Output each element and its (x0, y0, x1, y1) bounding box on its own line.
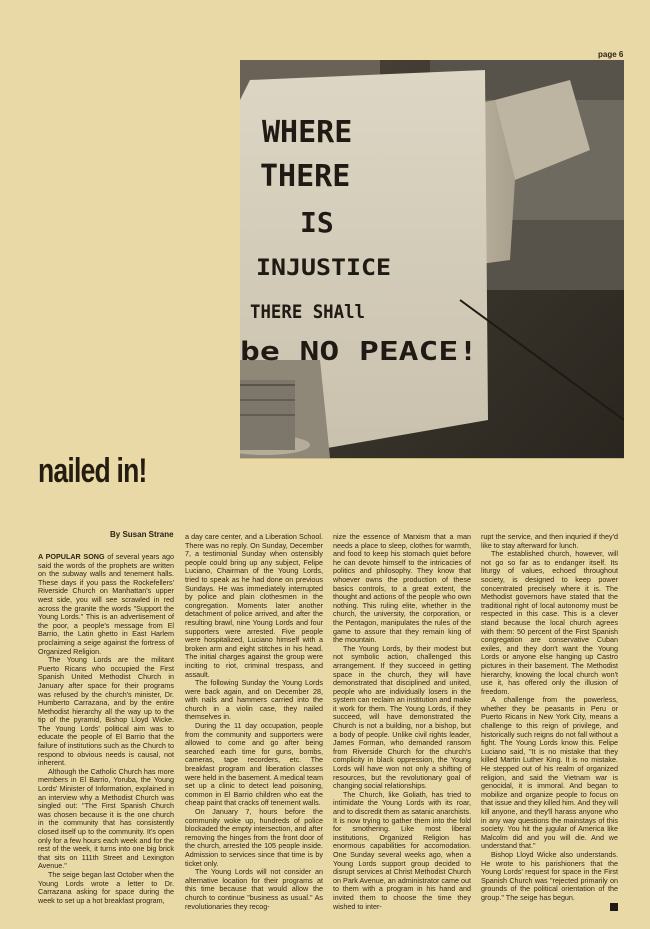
sign-line-1: WHERE (262, 115, 353, 150)
article-paragraph: rupt the service, and then inquried if they'd like to stay afterward for lunch. (481, 532, 618, 550)
article-column-4 (481, 533, 618, 911)
article-paragraph: Although the Catholic Church has more members in El Barrio, Yoruba, the Young Lords' Minister of Information, explained in an interview why a Methodist Church was singled out: "The First Spanish Church was chosen because it is the one church in the community that has consistently closed itself up to the community. It's open only for a few hours each week and for the rest of the week, it turns into one big brick that sits on 111th Street and Lexington Avenue." (38, 766, 174, 871)
article-paragraph: The following Sunday the Young Lords were back again, and on December 28, with nails and hammers carried into the church in a violin case, they nailed themselves in. (185, 678, 323, 722)
sign-line-2: THERE (260, 159, 351, 194)
article-column-3 (333, 533, 471, 911)
article-paragraph: The seige began last October when the Young Lords wrote a letter to Dr. Carrazana asking for space during the week to set up a hot breakfast program, (38, 869, 174, 905)
article-paragraph: On January 7, hours before the community woke up, hundreds of police blockaded the empty intersection, and after removing the hinges from the front door of the church, arrested the 105 people inside. Admission to services since that time is by ticket only. (185, 807, 323, 868)
paragraph-text: of several years ago said the words of the prophets are written on the subway walls and tenement halls. These days if you pass the Rockefellers' Riverside Church on Manhattan's upper west side, you will see scrawled in red across the granite the words "Support the Young Lords." This is an advertisement of the poor, a people's message from El Barrio, the Latin ghetto in East Harlem proclaiming a seige against the fortress of Organized Religion. (38, 552, 174, 656)
article-column-2 (185, 533, 323, 911)
article-paragraph: The established church, however, will not go so far as to endanger itself. Its liturgy of values, echoed throughout society, is designed to keep power concentrated precisely where it is. The Methodist governors have stated that the traditional right of local autonomy must be respected in this case. This is a clever stand because the local church agrees with them: 50 percent of the First Spanish congregation are conservative Cuban exiles, and they don't want the Young Lords or anyone else hanging up Castro pictures in their basement. The Methodist hierarchy, knowing the local church won't use it, has offered only the illusion of freedom. (481, 549, 618, 696)
article-headline: nailed in! (38, 452, 147, 490)
article-paragraph: The Young Lords will not consider an alternative location for their programs at this time because that would allow the church to continue "business as usual." As revolutionaries they recog- (185, 867, 323, 911)
photo-image (240, 60, 624, 458)
sign-line-5: THERE SHAll (250, 301, 365, 323)
sign-line-3: IS (300, 206, 334, 239)
sign-line-4: INJUSTICE (256, 256, 391, 281)
lead-in: A POPULAR SONG (38, 552, 105, 561)
page-number: page 6 (598, 50, 624, 59)
article-paragraph: A challenge from the powerless, whether they be peasants in Peru or Puerto Ricans in New York City, means a challenge to this reign of privilege, and historically such reigns do not fall without a fight. The Young Lords know this. Felipe Luciano said, "It is no mistake that they killed Martin Luther King. It is no mistake. He stepped out of his realm of organized religion, and said the Vietnam war is genocidal, it is immoral. And began to mobilize and organize people to focus on that issue and they killed him. And they will kill anyone, and they'll harass anyone who in any way questions the mainstays of this society. You hit the jugular of America like Malcolm did and you will die. And we understand that." (481, 695, 618, 851)
protest-sign-photo (240, 60, 624, 458)
article-paragraph: The Church, like Goliath, has tried to intimidate the Young Lords with its roar, and to discredit them as satanic anarchists. It is now trying to gather them into the fold for smothering. Like most liberal institutions, Organized Religion has enormous capabilities for accomodation. One Sunday several weeks ago, when a Young Lords support group decided to disrupt services at Christ Methodist Church on Park Avenue, an administrator came out to them with a program in his hand and invited them to choose the time they wished to inter- (333, 789, 471, 911)
article-paragraph: The Young Lords, by their modest but not symbolic action, challenged this arrangement. If they succeed in getting space in the church, they will have demonstrated that disciplined and united, people who are individually losers in the system can reclaim an institution and make it work for them. The Young Lords, if they succeed, will have demonstrated the Church is not a building, nor a bishop, but a body of people. Unlike civil rights leader, James Forman, who demanded ransom from Riverside Church for the church's complicity in black oppression, the Young Lords will have won not only a shifting of resources, but the revolutionary goal of changing social relationships. (333, 643, 471, 791)
sign-line-6: be NO PEACE! (240, 337, 478, 367)
byline: By Susan Strane (110, 530, 174, 539)
article-paragraph: The Young Lords are the militant Puerto Ricans who occupied the First Spanish United Methodist Church in January after space for their programs was refused by the church's minister, Dr. Humberto Carrazana, and by the entire Methodist hierarchy all the way up to the tip of the pyramid, Bishop Lloyd Wicke. The Young Lords' political aim was to educate the people of El Barrio that the failure of institutions such as the Church to respond to obvious needs is causal, not inherent. (38, 655, 174, 768)
article-paragraph: nize the essence of Marxism that a man needs a place to sleep, clothes for warmth, and food to keep his stomach quiet before he can devote himself to the intricacies of politics and philosophy. They know that whoever owns the production of these basics controls, to a great extent, the thought and actions of the people who own nothing. This ruling elite, whether in the church, the university, the corporation, or the Pentagon, manipulates the rules of the game to assure that they remain king of the mountain. (333, 532, 471, 645)
article-column-1 (38, 553, 174, 905)
end-of-article-mark (610, 903, 618, 911)
photo-bottom-rule (240, 458, 624, 459)
article-paragraph: During the 11 day occupation, people from the community and supporters were allowed to come and go after being searched each time for guns, bombs, cameras, tape recorders, etc. The breakfast program and liberation classes were held in the basement. A medical team set up a clinic to detect lead poisoning, common in El Barrio children who eat the cheap paint that cracks off tenement walls. (185, 721, 323, 808)
article-paragraph: a day care center, and a Liberation School. There was no reply. On Sunday, December 7, a testimonial Sunday when ostensibly people could bring up any subject, Felipe Luciano, Chairman of the Young Lords, tried to speak as he had done on previous Sundays. He was immediately interrupted by police and plain clothesmen in the congregation. Moments later another detachment of police arrived, and after the resulting brawl, nine Young Lords and four supporters were arrested. Five people were hospitalized, Luciano himself with a broken arm and eight stitches in his head. The initial charges against the group were inciting to riot, criminal trespass, and assault. (185, 532, 323, 679)
article-paragraph: Bishop Lloyd Wicke also understands. He wrote to his parishioners that the Young Lords' request for space in the First Spanish Church was "rejected primarily on grounds of the political orientation of the group." The seige has begun. (481, 849, 618, 902)
article-paragraph (38, 553, 174, 656)
